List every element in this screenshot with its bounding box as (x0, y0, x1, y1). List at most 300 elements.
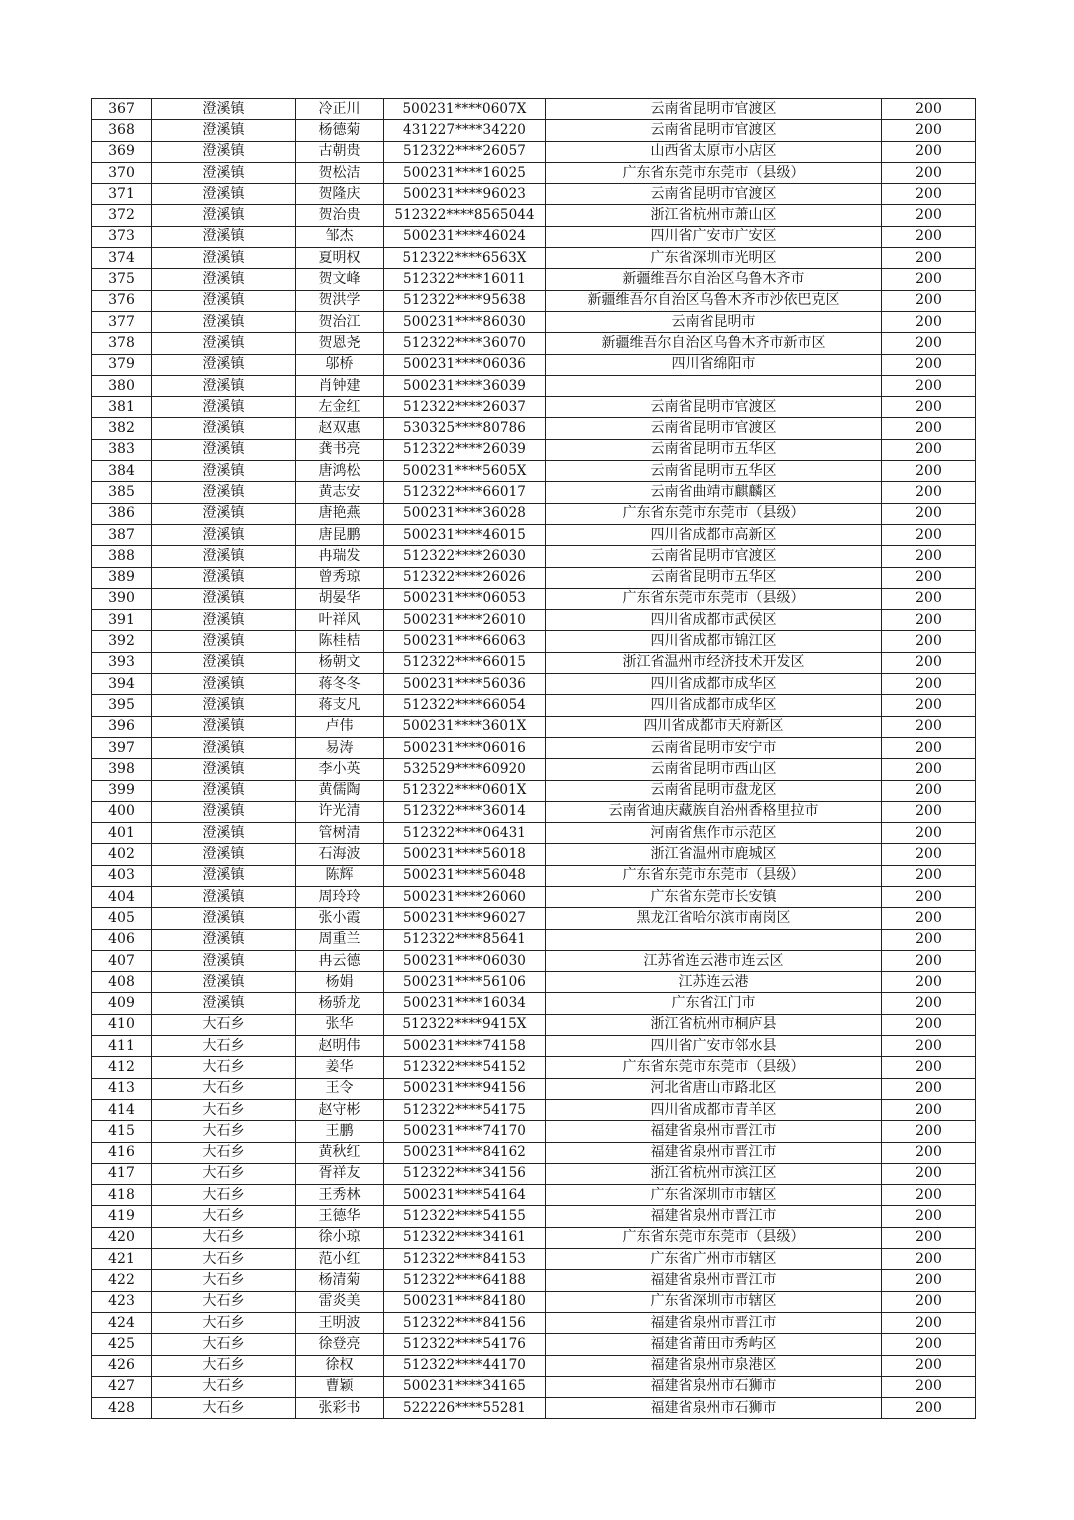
work-address-cell: 广东省东莞市东莞市（县级） (546, 1227, 882, 1248)
township-cell: 大石乡 (152, 1163, 296, 1184)
table-row (92, 1270, 976, 1291)
amount-cell: 200 (882, 226, 976, 247)
person-name-cell: 黄志安 (296, 482, 384, 503)
table-row (92, 397, 976, 418)
id-number-cell: 512322****26037 (384, 397, 546, 418)
row-number-cell: 418 (92, 1185, 152, 1206)
id-number-cell: 512322****34161 (384, 1227, 546, 1248)
row-number-cell: 402 (92, 844, 152, 865)
work-address-cell: 云南省昆明市五华区 (546, 439, 882, 460)
person-name-cell: 古朝贵 (296, 141, 384, 162)
work-address-cell: 广东省东莞市东莞市（县级） (546, 1057, 882, 1078)
work-address-cell: 云南省昆明市五华区 (546, 461, 882, 482)
row-number-cell: 416 (92, 1142, 152, 1163)
row-number-cell: 377 (92, 311, 152, 332)
work-address-cell: 江苏连云港 (546, 972, 882, 993)
id-number-cell: 431227****34220 (384, 120, 546, 141)
person-name-cell: 张彩书 (296, 1398, 384, 1419)
id-number-cell: 500231****06016 (384, 737, 546, 758)
township-cell: 澄溪镇 (152, 780, 296, 801)
table-row (92, 1376, 976, 1397)
table-row (92, 1057, 976, 1078)
row-number-cell: 425 (92, 1334, 152, 1355)
id-number-cell: 500231****84162 (384, 1142, 546, 1163)
id-number-cell: 512322****0601X (384, 780, 546, 801)
township-cell: 澄溪镇 (152, 333, 296, 354)
work-address-cell: 云南省迪庆藏族自治州香格里拉市 (546, 801, 882, 822)
work-address-cell: 四川省成都市锦江区 (546, 631, 882, 652)
id-number-cell: 500231****36039 (384, 375, 546, 396)
person-name-cell: 胥祥友 (296, 1163, 384, 1184)
id-number-cell: 500231****56036 (384, 674, 546, 695)
row-number-cell: 421 (92, 1249, 152, 1270)
table-row (92, 248, 976, 269)
id-number-cell: 500231****56018 (384, 844, 546, 865)
township-cell: 大石乡 (152, 1227, 296, 1248)
township-cell: 澄溪镇 (152, 652, 296, 673)
row-number-cell: 372 (92, 205, 152, 226)
row-number-cell: 415 (92, 1121, 152, 1142)
work-address-cell (546, 929, 882, 950)
person-name-cell: 贺治贵 (296, 205, 384, 226)
table-row (92, 908, 976, 929)
amount-cell: 200 (882, 908, 976, 929)
township-cell: 澄溪镇 (152, 546, 296, 567)
table-row (92, 1227, 976, 1248)
id-number-cell: 500231****94156 (384, 1078, 546, 1099)
person-name-cell: 徐小琼 (296, 1227, 384, 1248)
row-number-cell: 392 (92, 631, 152, 652)
work-address-cell: 广东省东莞市东莞市（县级） (546, 162, 882, 183)
township-cell: 大石乡 (152, 1312, 296, 1333)
row-number-cell: 381 (92, 397, 152, 418)
id-number-cell: 500231****26060 (384, 886, 546, 907)
work-address-cell: 河北省唐山市路北区 (546, 1078, 882, 1099)
work-address-cell: 广东省深圳市光明区 (546, 248, 882, 269)
id-number-cell: 512322****54176 (384, 1334, 546, 1355)
person-name-cell: 邬桥 (296, 354, 384, 375)
amount-cell: 200 (882, 695, 976, 716)
person-name-cell: 唐鸿松 (296, 461, 384, 482)
work-address-cell: 云南省昆明市五华区 (546, 567, 882, 588)
work-address-cell: 河南省焦作市示范区 (546, 823, 882, 844)
township-cell: 澄溪镇 (152, 716, 296, 737)
table-row (92, 652, 976, 673)
row-number-cell: 422 (92, 1270, 152, 1291)
township-cell: 澄溪镇 (152, 844, 296, 865)
person-name-cell: 陈辉 (296, 865, 384, 886)
amount-cell: 200 (882, 290, 976, 311)
id-number-cell: 512322****66054 (384, 695, 546, 716)
work-address-cell: 福建省泉州市晋江市 (546, 1206, 882, 1227)
work-address-cell: 云南省昆明市西山区 (546, 759, 882, 780)
amount-cell: 200 (882, 1398, 976, 1419)
id-number-cell: 512322****26026 (384, 567, 546, 588)
township-cell: 澄溪镇 (152, 908, 296, 929)
table-row (92, 1206, 976, 1227)
amount-cell: 200 (882, 801, 976, 822)
work-address-cell: 福建省泉州市晋江市 (546, 1121, 882, 1142)
person-name-cell: 易涛 (296, 737, 384, 758)
township-cell: 大石乡 (152, 1376, 296, 1397)
table-row (92, 695, 976, 716)
id-number-cell: 500231****84180 (384, 1291, 546, 1312)
id-number-cell: 500231****06036 (384, 354, 546, 375)
township-cell: 大石乡 (152, 1206, 296, 1227)
work-address-cell: 四川省成都市天府新区 (546, 716, 882, 737)
id-number-cell: 500231****66063 (384, 631, 546, 652)
row-number-cell: 423 (92, 1291, 152, 1312)
row-number-cell: 399 (92, 780, 152, 801)
amount-cell: 200 (882, 737, 976, 758)
work-address-cell: 福建省泉州市石狮市 (546, 1398, 882, 1419)
work-address-cell: 广东省深圳市市辖区 (546, 1291, 882, 1312)
person-name-cell: 卢伟 (296, 716, 384, 737)
row-number-cell: 385 (92, 482, 152, 503)
amount-cell: 200 (882, 652, 976, 673)
amount-cell: 200 (882, 844, 976, 865)
amount-cell: 200 (882, 1270, 976, 1291)
amount-cell: 200 (882, 333, 976, 354)
id-number-cell: 500231****96027 (384, 908, 546, 929)
id-number-cell: 500231****74158 (384, 1036, 546, 1057)
row-number-cell: 420 (92, 1227, 152, 1248)
amount-cell: 200 (882, 929, 976, 950)
work-address-cell: 四川省广安市邻水县 (546, 1036, 882, 1057)
work-address-cell: 四川省成都市成华区 (546, 674, 882, 695)
amount-cell: 200 (882, 716, 976, 737)
id-number-cell: 512322****26030 (384, 546, 546, 567)
row-number-cell: 398 (92, 759, 152, 780)
row-number-cell: 370 (92, 162, 152, 183)
person-name-cell: 王德华 (296, 1206, 384, 1227)
id-number-cell: 512322****95638 (384, 290, 546, 311)
table-row (92, 482, 976, 503)
table-row (92, 610, 976, 631)
id-number-cell: 500231****06053 (384, 588, 546, 609)
person-name-cell: 王令 (296, 1078, 384, 1099)
person-name-cell: 范小红 (296, 1249, 384, 1270)
row-number-cell: 378 (92, 333, 152, 354)
table-row (92, 844, 976, 865)
id-number-cell: 512322****84153 (384, 1249, 546, 1270)
township-cell: 澄溪镇 (152, 354, 296, 375)
person-name-cell: 雷炎美 (296, 1291, 384, 1312)
row-number-cell: 383 (92, 439, 152, 460)
row-number-cell: 391 (92, 610, 152, 631)
person-name-cell: 周重兰 (296, 929, 384, 950)
id-number-cell: 512322****64188 (384, 1270, 546, 1291)
township-cell: 澄溪镇 (152, 311, 296, 332)
row-number-cell: 403 (92, 865, 152, 886)
amount-cell: 200 (882, 567, 976, 588)
amount-cell: 200 (882, 354, 976, 375)
amount-cell: 200 (882, 865, 976, 886)
person-name-cell: 许光清 (296, 801, 384, 822)
amount-cell: 200 (882, 1142, 976, 1163)
row-number-cell: 379 (92, 354, 152, 375)
township-cell: 澄溪镇 (152, 865, 296, 886)
amount-cell: 200 (882, 588, 976, 609)
table-row (92, 1078, 976, 1099)
amount-cell: 200 (882, 950, 976, 971)
person-name-cell: 赵守彬 (296, 1099, 384, 1120)
row-number-cell: 397 (92, 737, 152, 758)
person-name-cell: 陈桂桔 (296, 631, 384, 652)
amount-cell: 200 (882, 503, 976, 524)
id-number-cell: 500231****56048 (384, 865, 546, 886)
id-number-cell: 512322****66015 (384, 652, 546, 673)
work-address-cell: 广东省江门市 (546, 993, 882, 1014)
row-number-cell: 409 (92, 993, 152, 1014)
id-number-cell: 522226****55281 (384, 1398, 546, 1419)
person-name-cell: 蒋冬冬 (296, 674, 384, 695)
row-number-cell: 427 (92, 1376, 152, 1397)
amount-cell: 200 (882, 1014, 976, 1035)
work-address-cell: 山西省太原市小店区 (546, 141, 882, 162)
id-number-cell: 500231****54164 (384, 1185, 546, 1206)
township-cell: 澄溪镇 (152, 99, 296, 120)
row-number-cell: 404 (92, 886, 152, 907)
township-cell: 大石乡 (152, 1270, 296, 1291)
table-row (92, 801, 976, 822)
table-row (92, 759, 976, 780)
amount-cell: 200 (882, 1121, 976, 1142)
amount-cell: 200 (882, 1291, 976, 1312)
work-address-cell: 云南省昆明市安宁市 (546, 737, 882, 758)
work-address-cell: 云南省昆明市官渡区 (546, 397, 882, 418)
table-row (92, 503, 976, 524)
id-number-cell: 512322****34156 (384, 1163, 546, 1184)
row-number-cell: 405 (92, 908, 152, 929)
person-name-cell: 蒋支凡 (296, 695, 384, 716)
amount-cell: 200 (882, 1206, 976, 1227)
id-number-cell: 500231****0607X (384, 99, 546, 120)
work-address-cell: 四川省成都市成华区 (546, 695, 882, 716)
person-name-cell: 贺隆庆 (296, 184, 384, 205)
work-address-cell: 云南省昆明市官渡区 (546, 99, 882, 120)
table-row (92, 290, 976, 311)
township-cell: 澄溪镇 (152, 588, 296, 609)
amount-cell: 200 (882, 1312, 976, 1333)
row-number-cell: 375 (92, 269, 152, 290)
person-name-cell: 赵双惠 (296, 418, 384, 439)
row-number-cell: 390 (92, 588, 152, 609)
person-name-cell: 贺治江 (296, 311, 384, 332)
id-number-cell: 512322****26039 (384, 439, 546, 460)
row-number-cell: 388 (92, 546, 152, 567)
person-name-cell: 冉瑞发 (296, 546, 384, 567)
id-number-cell: 512322****84156 (384, 1312, 546, 1333)
row-number-cell: 408 (92, 972, 152, 993)
id-number-cell: 500231****16025 (384, 162, 546, 183)
row-number-cell: 393 (92, 652, 152, 673)
person-name-cell: 杨朝文 (296, 652, 384, 673)
row-number-cell: 382 (92, 418, 152, 439)
table-row (92, 120, 976, 141)
work-address-cell: 广东省东莞市东莞市（县级） (546, 503, 882, 524)
row-number-cell: 414 (92, 1099, 152, 1120)
township-cell: 澄溪镇 (152, 397, 296, 418)
person-name-cell: 石海波 (296, 844, 384, 865)
amount-cell: 200 (882, 141, 976, 162)
amount-cell: 200 (882, 439, 976, 460)
township-cell: 澄溪镇 (152, 482, 296, 503)
row-number-cell: 376 (92, 290, 152, 311)
work-address-cell: 云南省昆明市官渡区 (546, 418, 882, 439)
township-cell: 澄溪镇 (152, 737, 296, 758)
row-number-cell: 369 (92, 141, 152, 162)
table-row (92, 1312, 976, 1333)
work-address-cell: 四川省成都市高新区 (546, 524, 882, 545)
row-number-cell: 380 (92, 375, 152, 396)
person-name-cell: 王秀林 (296, 1185, 384, 1206)
table-row (92, 823, 976, 844)
work-address-cell: 云南省昆明市盘龙区 (546, 780, 882, 801)
work-address-cell: 云南省昆明市官渡区 (546, 184, 882, 205)
table-row (92, 1249, 976, 1270)
work-address-cell: 新疆维吾尔自治区乌鲁木齐市 (546, 269, 882, 290)
person-name-cell: 夏明权 (296, 248, 384, 269)
amount-cell: 200 (882, 269, 976, 290)
table-row (92, 1355, 976, 1376)
township-cell: 澄溪镇 (152, 439, 296, 460)
township-cell: 澄溪镇 (152, 610, 296, 631)
person-name-cell: 胡晏华 (296, 588, 384, 609)
table-row (92, 524, 976, 545)
amount-cell: 200 (882, 631, 976, 652)
amount-cell: 200 (882, 482, 976, 503)
township-cell: 澄溪镇 (152, 120, 296, 141)
id-number-cell: 512322****54175 (384, 1099, 546, 1120)
table-row (92, 631, 976, 652)
row-number-cell: 389 (92, 567, 152, 588)
person-name-cell: 黄儒陶 (296, 780, 384, 801)
id-number-cell: 500231****46024 (384, 226, 546, 247)
work-address-cell: 四川省广安市广安区 (546, 226, 882, 247)
amount-cell: 200 (882, 311, 976, 332)
row-number-cell: 401 (92, 823, 152, 844)
table-row (92, 993, 976, 1014)
table-row (92, 354, 976, 375)
amount-cell: 200 (882, 1078, 976, 1099)
person-name-cell: 冷正川 (296, 99, 384, 120)
amount-cell: 200 (882, 610, 976, 631)
person-name-cell: 杨德菊 (296, 120, 384, 141)
township-cell: 澄溪镇 (152, 886, 296, 907)
table-row (92, 269, 976, 290)
row-number-cell: 424 (92, 1312, 152, 1333)
township-cell: 澄溪镇 (152, 567, 296, 588)
township-cell: 澄溪镇 (152, 631, 296, 652)
township-cell: 澄溪镇 (152, 375, 296, 396)
amount-cell: 200 (882, 1099, 976, 1120)
table-row (92, 1398, 976, 1419)
work-address-cell: 浙江省杭州市滨江区 (546, 1163, 882, 1184)
id-number-cell: 500231****16034 (384, 993, 546, 1014)
amount-cell: 200 (882, 418, 976, 439)
table-row (92, 162, 976, 183)
id-number-cell: 500231****56106 (384, 972, 546, 993)
row-number-cell: 407 (92, 950, 152, 971)
work-address-cell: 江苏省连云港市连云区 (546, 950, 882, 971)
id-number-cell: 500231****46015 (384, 524, 546, 545)
work-address-cell: 福建省泉州市石狮市 (546, 1376, 882, 1397)
township-cell: 大石乡 (152, 1249, 296, 1270)
table-row (92, 141, 976, 162)
township-cell: 澄溪镇 (152, 248, 296, 269)
id-number-cell: 512322****66017 (384, 482, 546, 503)
table-row (92, 674, 976, 695)
row-number-cell: 406 (92, 929, 152, 950)
person-name-cell: 张小霞 (296, 908, 384, 929)
row-number-cell: 387 (92, 524, 152, 545)
table-row (92, 311, 976, 332)
township-cell: 大石乡 (152, 1078, 296, 1099)
township-cell: 大石乡 (152, 1036, 296, 1057)
roster-table-body (92, 99, 976, 1419)
township-cell: 澄溪镇 (152, 993, 296, 1014)
amount-cell: 200 (882, 886, 976, 907)
person-name-cell: 曾秀琼 (296, 567, 384, 588)
work-address-cell: 广东省深圳市市辖区 (546, 1185, 882, 1206)
amount-cell: 200 (882, 546, 976, 567)
work-address-cell: 广东省东莞市东莞市（县级） (546, 865, 882, 886)
person-name-cell: 唐昆鹏 (296, 524, 384, 545)
id-number-cell: 512322****8565044 (384, 205, 546, 226)
table-row (92, 1121, 976, 1142)
work-address-cell: 福建省泉州市晋江市 (546, 1312, 882, 1333)
table-row (92, 1014, 976, 1035)
person-name-cell: 周玲玲 (296, 886, 384, 907)
work-address-cell: 四川省成都市武侯区 (546, 610, 882, 631)
work-address-cell: 云南省曲靖市麒麟区 (546, 482, 882, 503)
table-row (92, 99, 976, 120)
township-cell: 澄溪镇 (152, 524, 296, 545)
row-number-cell: 411 (92, 1036, 152, 1057)
amount-cell: 200 (882, 1355, 976, 1376)
township-cell: 澄溪镇 (152, 269, 296, 290)
work-address-cell: 广东省广州市市辖区 (546, 1249, 882, 1270)
id-number-cell: 500231****5605X (384, 461, 546, 482)
id-number-cell: 500231****3601X (384, 716, 546, 737)
amount-cell: 200 (882, 1227, 976, 1248)
township-cell: 大石乡 (152, 1099, 296, 1120)
amount-cell: 200 (882, 1249, 976, 1270)
person-name-cell: 徐权 (296, 1355, 384, 1376)
id-number-cell: 512322****16011 (384, 269, 546, 290)
id-number-cell: 500231****86030 (384, 311, 546, 332)
id-number-cell: 512322****9415X (384, 1014, 546, 1035)
township-cell: 澄溪镇 (152, 801, 296, 822)
id-number-cell: 512322****44170 (384, 1355, 546, 1376)
table-row (92, 716, 976, 737)
amount-cell: 200 (882, 780, 976, 801)
township-cell: 澄溪镇 (152, 226, 296, 247)
work-address-cell: 四川省成都市青羊区 (546, 1099, 882, 1120)
township-cell: 澄溪镇 (152, 162, 296, 183)
township-cell: 大石乡 (152, 1334, 296, 1355)
township-cell: 澄溪镇 (152, 141, 296, 162)
person-name-cell: 左金红 (296, 397, 384, 418)
work-address-cell: 云南省昆明市官渡区 (546, 546, 882, 567)
id-number-cell: 532529****60920 (384, 759, 546, 780)
work-address-cell: 福建省泉州市泉港区 (546, 1355, 882, 1376)
row-number-cell: 386 (92, 503, 152, 524)
table-row (92, 567, 976, 588)
township-cell: 澄溪镇 (152, 759, 296, 780)
person-name-cell: 贺松洁 (296, 162, 384, 183)
